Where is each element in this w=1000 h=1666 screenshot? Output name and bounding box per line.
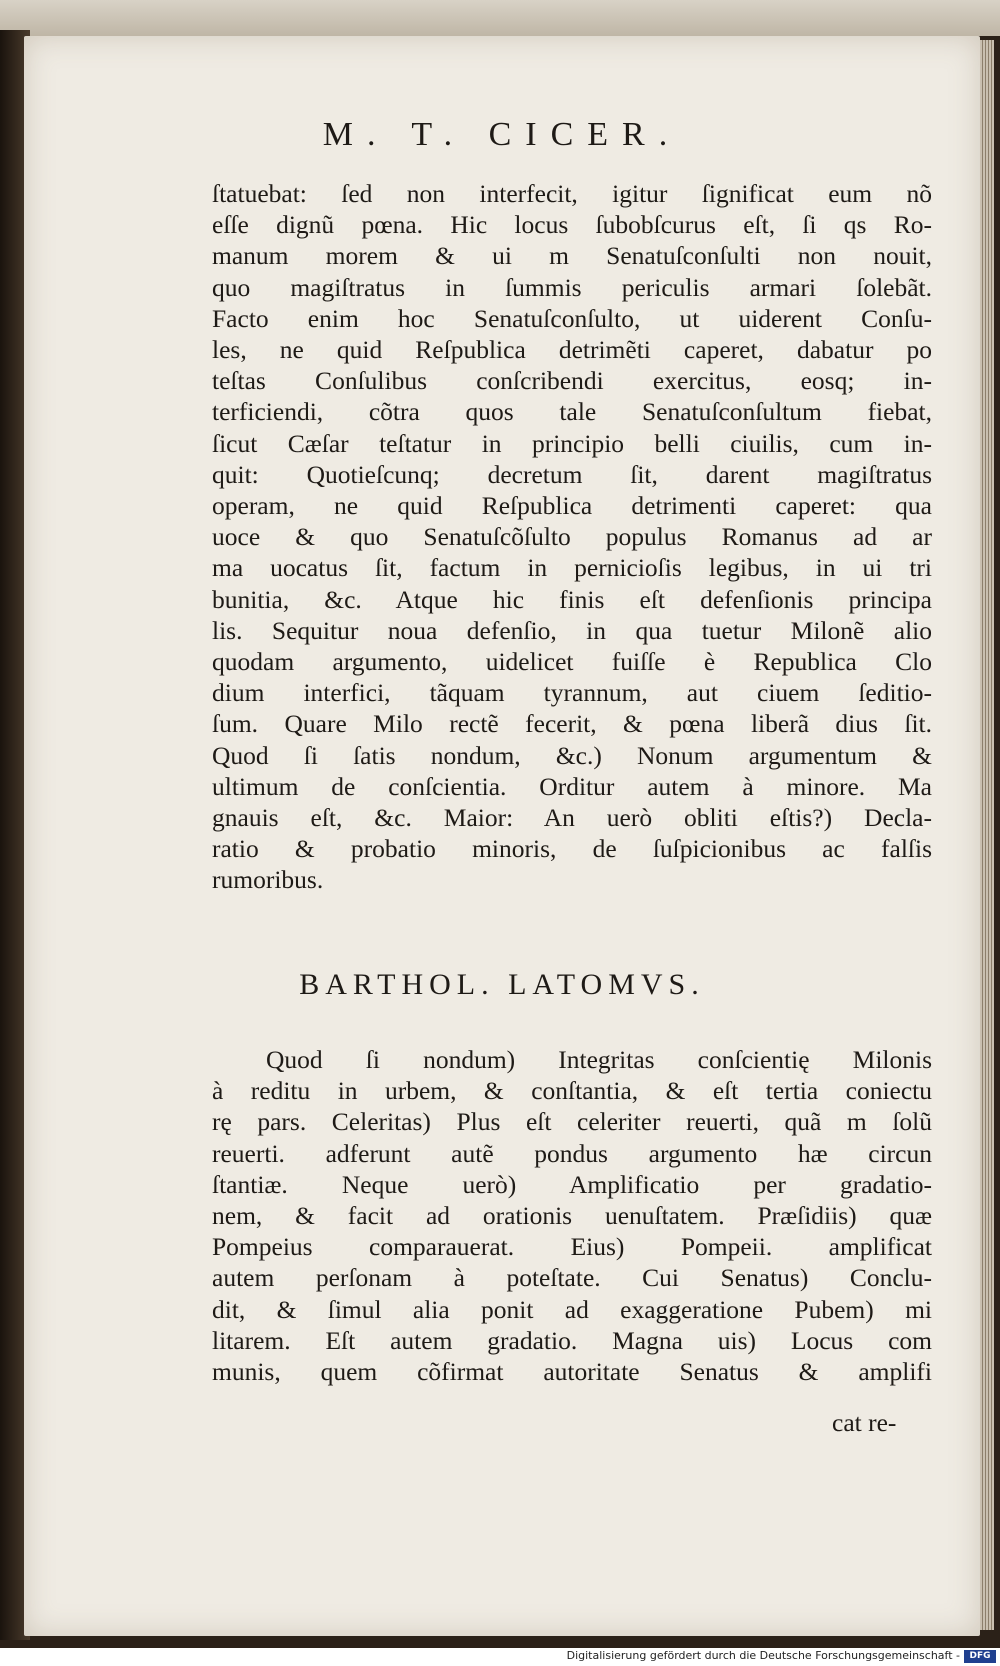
text-line: operam, ne quid Reſpublica detrimenti caperet: qua xyxy=(212,491,932,521)
catchword: cat re- xyxy=(832,1408,897,1437)
text-line: terficiendi, cõtra quos tale Senatuſconſultum fiebat, xyxy=(212,397,932,427)
text-line: munis, quem cõfirmat autoritate Senatus & amplifi xyxy=(212,1357,932,1387)
text-line: les, ne quid Reſpublica detrimẽti caperet, dabatur po xyxy=(212,335,932,365)
fore-edge-pages xyxy=(980,40,994,1630)
text-line: manum morem & ui m Senatuſconſulti non nouit, xyxy=(212,241,932,271)
text-line: dit, & ſimul alia ponit ad exaggeratione Pubem) mi xyxy=(212,1294,932,1324)
text-line: reuerti. adferunt autẽ pondus argumento hæ circun xyxy=(212,1138,932,1168)
text-line: ma uocatus ſit, factum in pernicioſis legibus, in ui tri xyxy=(212,553,932,583)
text-line: à reditu in urbem, & conſtantia, & eſt tertia coniectu xyxy=(212,1076,932,1106)
text-line: ſtatuebat: ſed non interfecit, igitur ſignificat eum nõ xyxy=(212,179,932,208)
text-line: Quod ſi nondum) Integritas conſcientię Milonis xyxy=(266,1045,932,1074)
commentary-text-block xyxy=(212,1044,932,1387)
text-line: ſicut Cæſar teſtatur in principio belli ciuilis, cum in- xyxy=(212,428,932,458)
digitization-credit: Digitalisierung gefördert durch die Deutsche Forschungsgemeinschaft - xyxy=(566,1649,960,1662)
text-line: Pompeius comparauerat. Eius) Pompeii. amplificat xyxy=(212,1232,932,1262)
text-line: teſtas Conſulibus conſcribendi exercitus, eosq; in- xyxy=(212,366,932,396)
text-line: quit: Quotieſcunq; decretum ſit, darent magiſtratus xyxy=(212,459,932,489)
text-line: quo magiſtratus in ſummis periculis armari ſolebãt. xyxy=(212,272,932,302)
text-line: rę pars. Celeritas) Plus eſt celeriter reuerti, quã m ſolũ xyxy=(212,1107,932,1137)
text-line: lis. Sequitur noua defenſio, in qua tuetur Milonẽ alio xyxy=(212,615,932,645)
text-line: autem perſonam à poteſtate. Cui Senatus) Conclu- xyxy=(212,1263,932,1293)
text-line: rumoribus. xyxy=(212,865,324,895)
text-line: nem, & facit ad orationis uenuſtatem. Præſidiis) quæ xyxy=(212,1201,932,1231)
text-line: Quod ſi ſatis nondum, &c.) Nonum argumentum & xyxy=(212,740,932,770)
section-heading: BARTHOL. LATOMVS. xyxy=(299,968,705,1001)
text-line: bunitia, &c. Atque hic finis eſt defenſionis principa xyxy=(212,584,932,614)
top-page-edge xyxy=(0,0,1000,36)
text-line: ſtantiæ. Neque uerò) Amplificatio per gradatio- xyxy=(212,1169,932,1199)
text-line: ratio & probatio minoris, de ſuſpicionibus ac falſis xyxy=(212,834,932,864)
text-line: ultimum de conſcientia. Orditur autem à minore. Ma xyxy=(212,771,932,801)
text-line: quodam argumento, uidelicet fuiſſe è Republica Clo xyxy=(212,647,932,677)
text-line: litarem. Eſt autem gradatio. Magna uis) Locus com xyxy=(212,1325,932,1355)
text-line: dium interfici, tãquam tyrannum, aut ciuem ſeditio- xyxy=(212,678,932,708)
running-head: M. T. CICER. xyxy=(322,116,682,153)
text-line: ſum. Quare Milo rectẽ fecerit, & pœna liberã dius ſit. xyxy=(212,709,932,739)
text-line: eſſe dignũ pœna. Hic locus ſubobſcurus eſt, ſi qs Ro- xyxy=(212,210,932,240)
text-line: Facto enim hoc Senatuſconſulto, ut uiderent Conſu- xyxy=(212,303,932,333)
text-line: gnauis eſt, &c. Maior: An uerò obliti eſtis?) Decla- xyxy=(212,803,932,833)
text-line: uoce & quo Senatuſcõſulto populus Romanus ad ar xyxy=(212,522,932,552)
main-text-block xyxy=(212,178,932,896)
dfg-logo: DFG xyxy=(964,1650,996,1663)
